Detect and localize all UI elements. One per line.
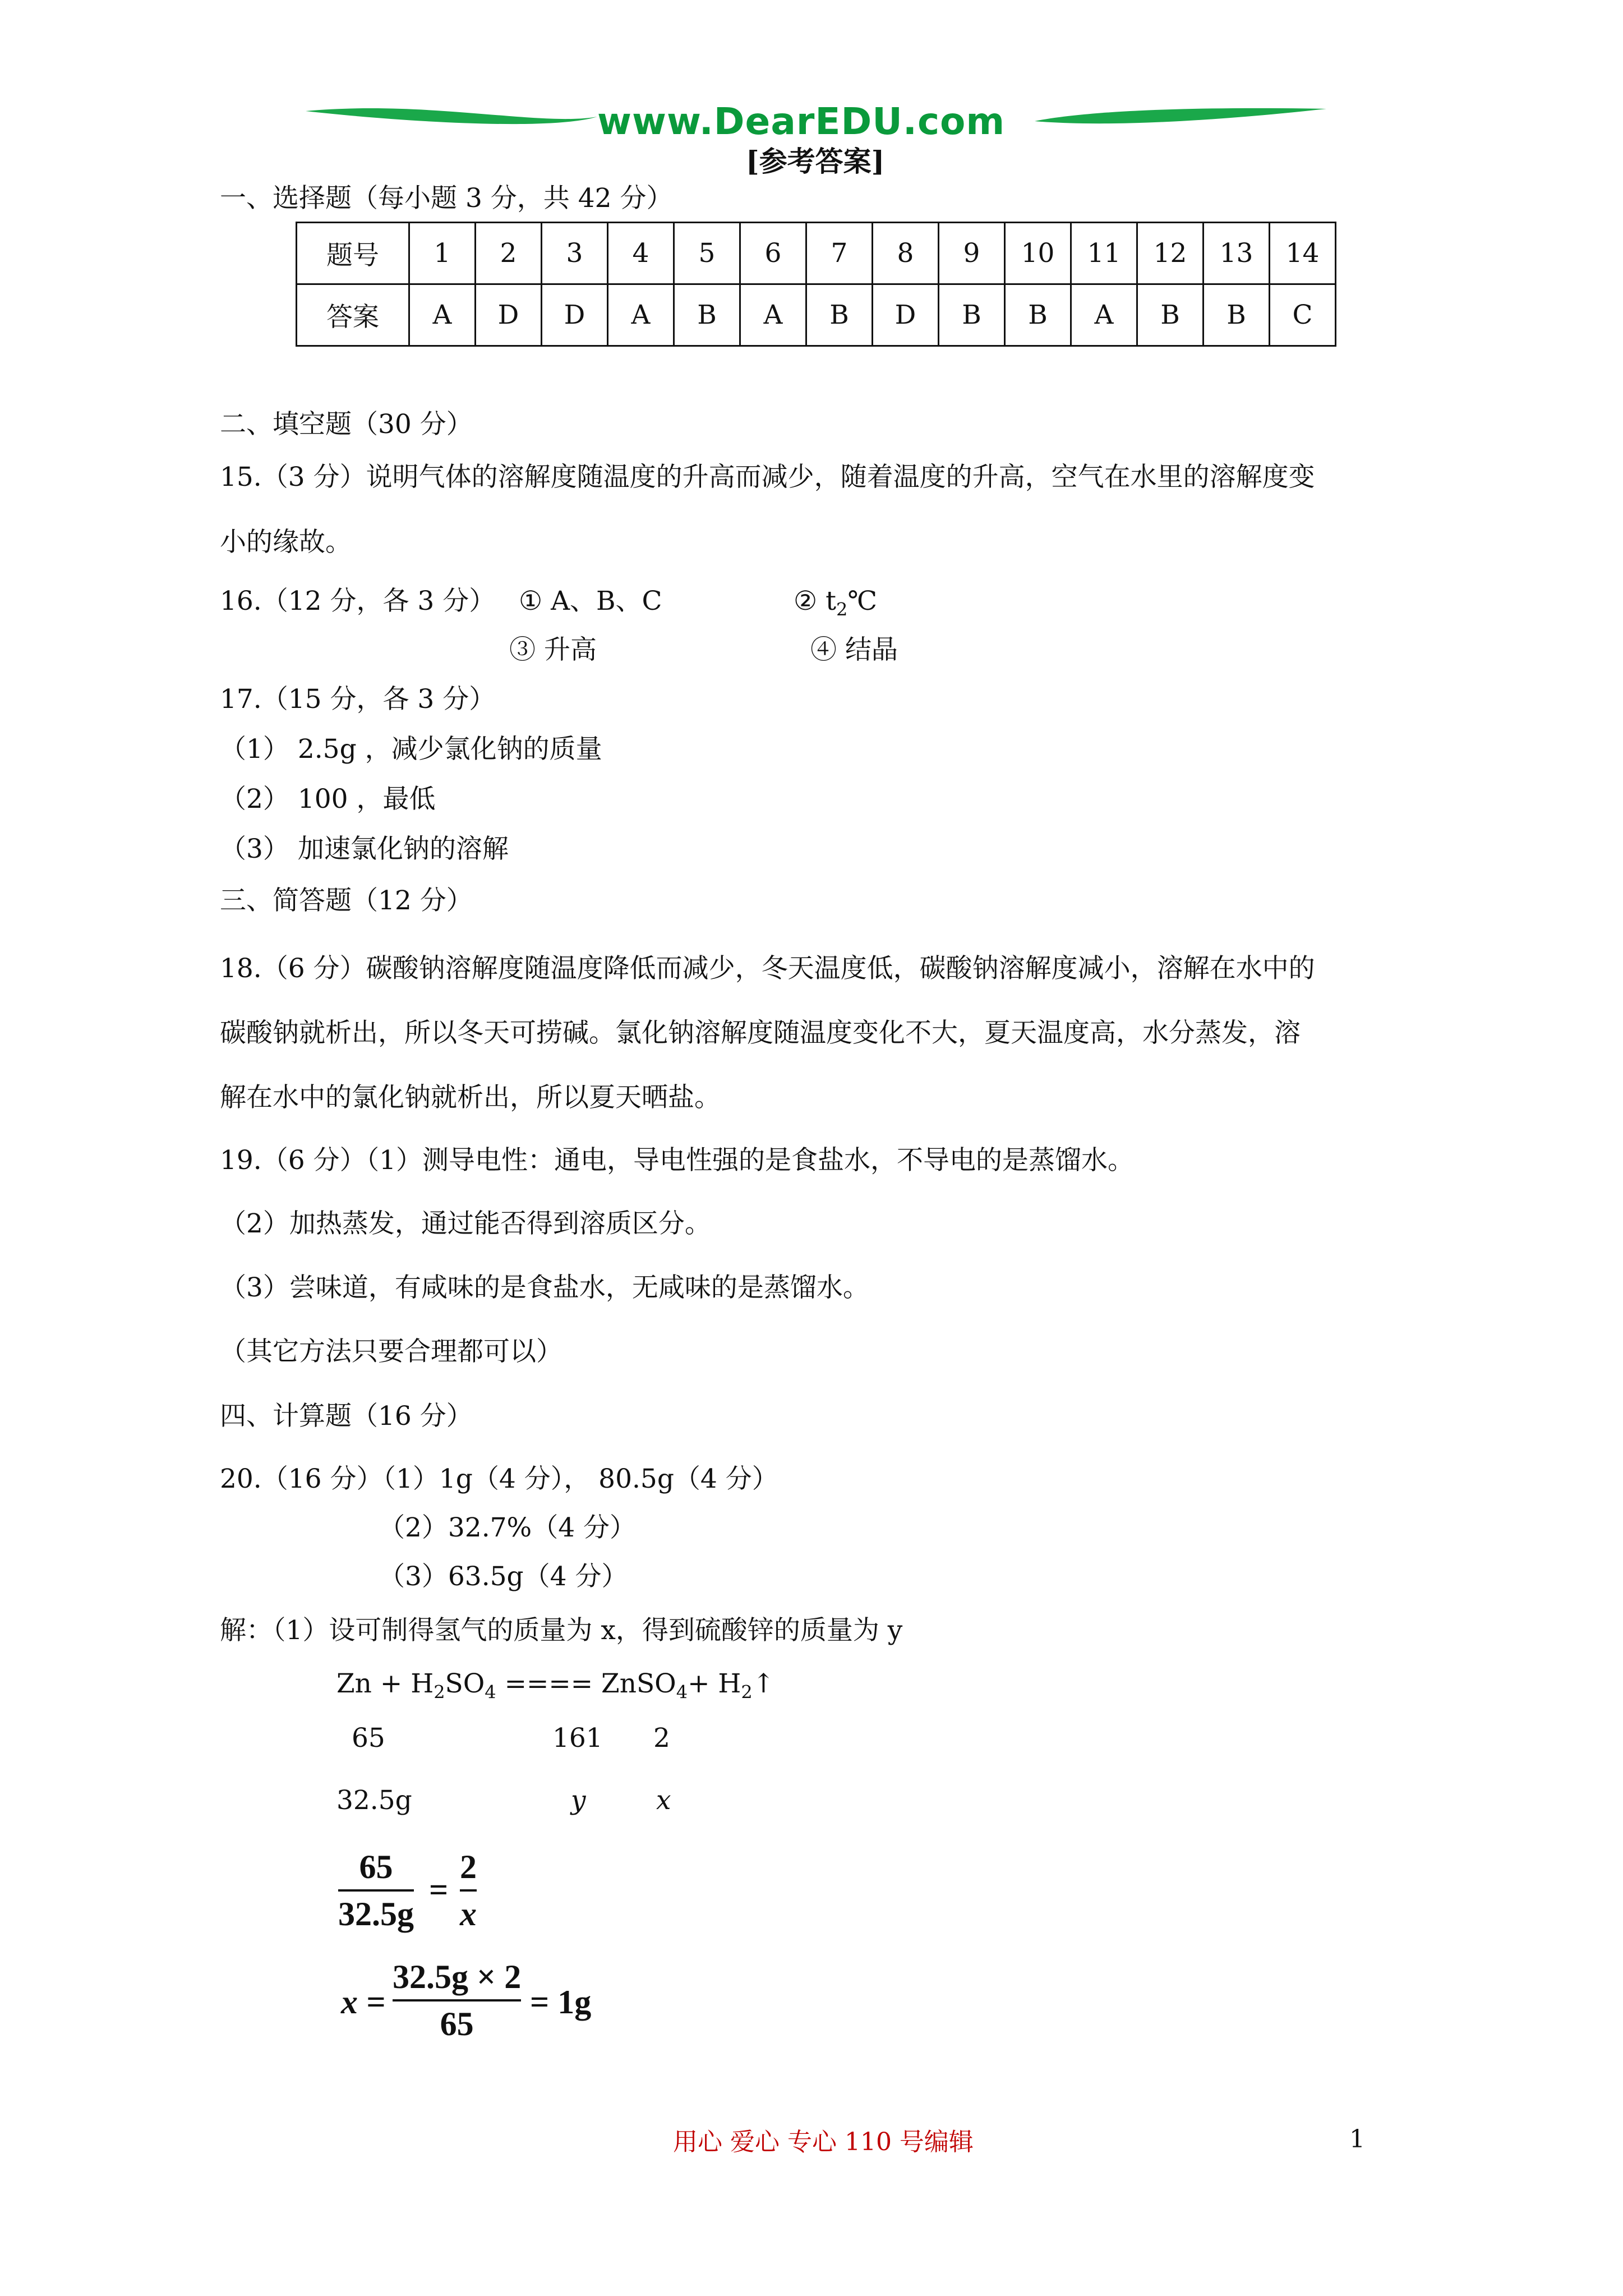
solution-intro: 解：（1）设可制得氢气的质量为 x，得到硫酸锌的质量为 y (220, 1615, 903, 1646)
site-name: www.DearEDU.com (597, 100, 1006, 143)
row-label-number: 题号 (297, 223, 409, 284)
table-cell: 1 (409, 223, 476, 284)
ratio-fraction-left: 65 32.5g (338, 1848, 414, 1932)
table-cell: 12 (1137, 223, 1204, 284)
table-cell: 11 (1071, 223, 1137, 284)
page-number: 1 (1349, 2125, 1365, 2154)
table-cell: B (1137, 284, 1204, 346)
table-cell: 14 (1270, 223, 1336, 284)
q18-line: 解在水中的氯化钠就析出，所以夏天晒盐。 (220, 1082, 721, 1113)
q16-answer1: ① A、B、C (519, 586, 662, 616)
table-cell: B (1005, 284, 1071, 346)
q19-line: （3）尝味道，有咸味的是食盐水，无咸味的是蒸馏水。 (220, 1272, 869, 1303)
q17-line: （2） 100 ，最低 (220, 784, 436, 815)
table-cell: 6 (740, 223, 806, 284)
unknown-y: y (571, 1785, 586, 1816)
molar-mass-znso4: 161 (552, 1723, 603, 1754)
molar-mass-zn: 65 (352, 1723, 385, 1754)
q15-line2: 小的缘故。 (220, 527, 352, 558)
q20-line: （2）32.7%（4 分） (379, 1512, 637, 1543)
section3-title: 三、简答题（12 分） (220, 885, 473, 916)
q16-answer2: ② $t_2℃$ (794, 586, 877, 620)
section2-title: 二、填空题（30 分） (220, 409, 473, 440)
chemical-equation: $Zn + H_2SO_4$ ==== ZnSO$_4$+ $H_2↑$ (336, 1668, 775, 1703)
table-cell: D (542, 284, 608, 346)
table-cell: B (674, 284, 740, 346)
q18-line: 18.（6 分）碳酸钠溶解度随温度降低而减少，冬天温度低，碳酸钠溶解度减小，溶解在水中的 (220, 953, 1315, 984)
q19-line: （其它方法只要合理都可以） (220, 1336, 562, 1367)
section1-title: 一、选择题（每小题 3 分，共 42 分） (220, 183, 673, 214)
q15-line1: 15.（3 分）说明气体的溶解度随温度的升高而减少，随着温度的升高，空气在水里的溶解度变 (220, 462, 1315, 493)
table-row-answers (297, 284, 1336, 346)
q18-line: 碳酸钠就析出，所以冬天可捞碱。氯化钠溶解度随温度变化不大，夏天温度高，水分蒸发，溶 (220, 1018, 1301, 1048)
page-subtitle: [参考答案] (746, 145, 885, 178)
table-cell: B (806, 284, 873, 346)
answer-table (296, 222, 1336, 347)
molar-mass-h2: 2 (653, 1723, 670, 1754)
q20-line: 20.（16 分）（1）1g（4 分）， 80.5g（4 分） (220, 1464, 778, 1494)
row-label-answer: 答案 (297, 284, 409, 346)
q19-line: （2）加热蒸发，通过能否得到溶质区分。 (220, 1208, 711, 1239)
q19-line: 19.（6 分）（1）测导电性：通电，导电性强的是食盐水，不导电的是蒸馏水。 (220, 1145, 1134, 1176)
q16-answer3: ③ 升高 (509, 634, 597, 665)
table-cell: 9 (939, 223, 1005, 284)
ratio-fraction-right: 2 x (460, 1848, 477, 1932)
result-fraction: 32.5g × 2 65 (393, 1958, 522, 2042)
section4-title: 四、计算题（16 分） (220, 1401, 473, 1432)
q16-prefix: 16.（12 分，各 3 分） (220, 586, 496, 616)
table-cell: D (873, 284, 939, 346)
table-cell: 10 (1005, 223, 1071, 284)
q17-title: 17.（15 分，各 3 分） (220, 684, 496, 715)
q17-line: （1） 2.5g ，减少氯化钠的质量 (220, 734, 602, 765)
q17-line: （3） 加速氯化钠的溶解 (220, 834, 509, 864)
result-rhs: = 1g (530, 1984, 592, 2021)
table-cell: 3 (542, 223, 608, 284)
table-cell: D (476, 284, 542, 346)
table-cell: 7 (806, 223, 873, 284)
q16-answer4: ④ 结晶 (810, 634, 898, 665)
table-cell: B (939, 284, 1005, 346)
table-cell: A (409, 284, 476, 346)
table-cell: A (608, 284, 674, 346)
table-cell: A (1071, 284, 1137, 346)
table-cell: 4 (608, 223, 674, 284)
table-cell: A (740, 284, 806, 346)
ratio-equals: = (429, 1871, 449, 1908)
table-cell: 5 (674, 223, 740, 284)
q20-line: （3）63.5g（4 分） (379, 1561, 628, 1592)
result-lhs: x = (341, 1984, 386, 2021)
unknown-x: x (656, 1785, 671, 1816)
table-cell: B (1204, 284, 1270, 346)
table-cell: C (1270, 284, 1336, 346)
table-cell: 8 (873, 223, 939, 284)
table-cell: 2 (476, 223, 542, 284)
footer-credit: 用心 爱心 专心 110 号编辑 (673, 2128, 974, 2156)
table-cell: 13 (1204, 223, 1270, 284)
table-row-numbers (297, 223, 1336, 284)
given-mass: 32.5g (336, 1785, 412, 1816)
